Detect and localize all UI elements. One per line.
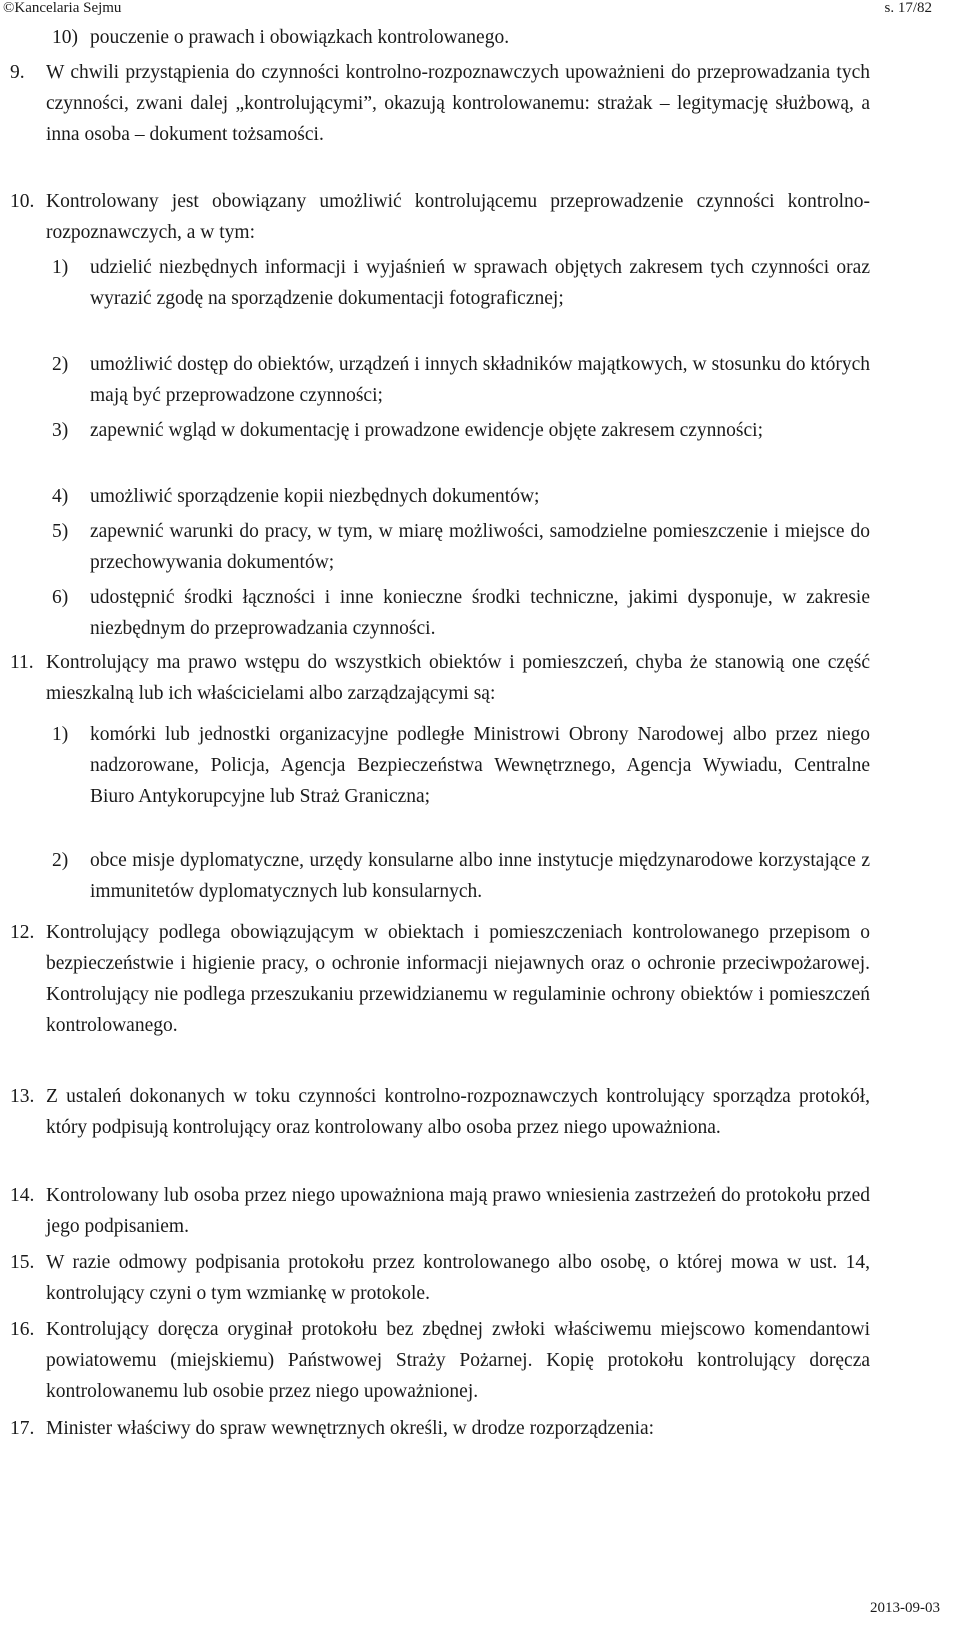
item-number: 13.	[10, 1086, 35, 1107]
item-number: 1)	[52, 257, 69, 278]
item-number: 12.	[10, 922, 35, 943]
item-text: obce misje dyplomatyczne, urzędy konsularne albo inne instytucje międzynarodowe korzystające z immunitetów dyplomatycznych lub konsularnych.	[90, 850, 870, 902]
item-number: 14.	[10, 1185, 35, 1206]
item-number: 11.	[10, 652, 34, 673]
item-text: Minister właściwy do spraw wewnętrznych określi, w drodze rozporządzenia:	[46, 1418, 655, 1439]
item-text: zapewnić warunki do pracy, w tym, w miarę możliwości, samodzielne pomieszczenie i miejsce do przechowywania dokumentów;	[90, 521, 870, 573]
list-item	[52, 516, 870, 578]
item-text: W chwili przystąpienia do czynności kontrolno-rozpoznawczych upoważnieni do przeprowadzania tych czynności, zwani dalej „kontrolującymi”, okazują kontrolowanemu: strażak – legitymację służbową, a inna osoba – dokument tożsamości.	[46, 62, 870, 145]
item-number: 5)	[52, 521, 69, 542]
item-number: 2)	[52, 354, 69, 375]
item-text: umożliwić sporządzenie kopii niezbędnych dokumentów;	[90, 486, 540, 507]
paragraph-14	[10, 1180, 870, 1242]
item-number: 16.	[10, 1319, 35, 1340]
item-number: 1)	[52, 724, 69, 745]
page-header	[0, 0, 960, 18]
page-number: s. 17/82	[884, 0, 932, 16]
item-text: udzielić niezbędnych informacji i wyjaśnień w sprawach objętych zakresem tych czynności oraz wyrazić zgodę na sporządzenie dokumentacji fotograficznej;	[90, 257, 870, 309]
item-number: 15.	[10, 1252, 35, 1273]
item-text: Z ustaleń dokonanych w toku czynności kontrolno-rozpoznawczych kontrolujący sporządza protokół, który podpisują kontrolujący oraz kontrolowany albo osoba przez niego upoważniona.	[46, 1086, 870, 1138]
paragraph-12	[10, 917, 870, 1041]
item-number: 10.	[10, 191, 35, 212]
list-item	[52, 252, 870, 314]
item-text: udostępnić środki łączności i inne konieczne środki techniczne, jakimi dysponuje, w zakresie niezbędnym do przeprowadzania czynności.	[90, 587, 870, 639]
list-item	[52, 582, 870, 644]
item-text: Kontrolujący podlega obowiązującym w obiektach i pomieszczeniach kontrolowanego przepisom o bezpieczeństwie i higienie pracy, o ochronie informacji niejawnych oraz o ochronie przeciwpożarowej. Kontrolujący nie podlega przeszukaniu przewidzianemu w regulaminie ochrony obiektów i pomieszczeń kontrolowanego.	[46, 922, 870, 1036]
list-item	[52, 481, 870, 512]
item-text: W razie odmowy podpisania protokołu przez kontrolowanego albo osobę, o której mowa w ust. 14, kontrolujący czyni o tym wzmiankę w protokole.	[46, 1252, 870, 1304]
item-text: zapewnić wgląd w dokumentację i prowadzone ewidencje objęte zakresem czynności;	[90, 420, 764, 441]
item-number: 17.	[10, 1418, 35, 1439]
item-text: komórki lub jednostki organizacyjne podległe Ministrowi Obrony Narodowej albo przez niego nadzorowane, Policja, Agencja Bezpieczeństwa Wewnętrznego, Agencja Wywiadu, Centralne Biuro Antykorupcyjne lub Straż Graniczna;	[90, 724, 870, 807]
document-date: 2013-09-03	[870, 1600, 940, 1616]
paragraph-11	[10, 647, 870, 709]
item-text: Kontrolowany jest obowiązany umożliwić kontrolującemu przeprowadzenie czynności kontrolno-rozpoznawczych, a w tym:	[46, 191, 870, 243]
item-number: 10)	[52, 27, 78, 48]
copyright-label: ©Kancelaria Sejmu	[3, 0, 122, 16]
paragraph-16	[10, 1314, 870, 1407]
list-item	[52, 719, 870, 812]
list-item	[52, 415, 870, 446]
list-item	[52, 845, 870, 907]
item-number: 2)	[52, 850, 69, 871]
list-item	[52, 22, 870, 53]
item-text: umożliwić dostęp do obiektów, urządzeń i innych składników majątkowych, w stosunku do których mają być przeprowadzone czynności;	[90, 354, 870, 406]
paragraph-9	[10, 57, 870, 150]
item-text: Kontrolujący doręcza oryginał protokołu bez zbędnej zwłoki właściwemu miejscowo komendantowi powiatowemu (miejskiemu) Państwowej Straży Pożarnej. Kopię protokołu kontrolujący doręcza kontrolowanemu lub osobie przez niego upoważnionej.	[46, 1319, 870, 1402]
item-number: 3)	[52, 420, 69, 441]
paragraph-13	[10, 1081, 870, 1143]
item-number: 6)	[52, 587, 69, 608]
item-number: 4)	[52, 486, 69, 507]
item-text: Kontrolujący ma prawo wstępu do wszystkich obiektów i pomieszczeń, chyba że stanowią one część mieszkalną lub ich właścicielami albo zarządzającymi są:	[46, 652, 870, 704]
paragraph-15	[10, 1247, 870, 1309]
paragraph-17	[10, 1413, 870, 1444]
item-text: pouczenie o prawach i obowiązkach kontrolowanego.	[90, 27, 510, 48]
item-number: 9.	[10, 62, 25, 83]
paragraph-10	[10, 186, 870, 248]
list-item	[52, 349, 870, 411]
item-text: Kontrolowany lub osoba przez niego upoważniona mają prawo wniesienia zastrzeżeń do protokołu przed jego podpisaniem.	[46, 1185, 870, 1237]
